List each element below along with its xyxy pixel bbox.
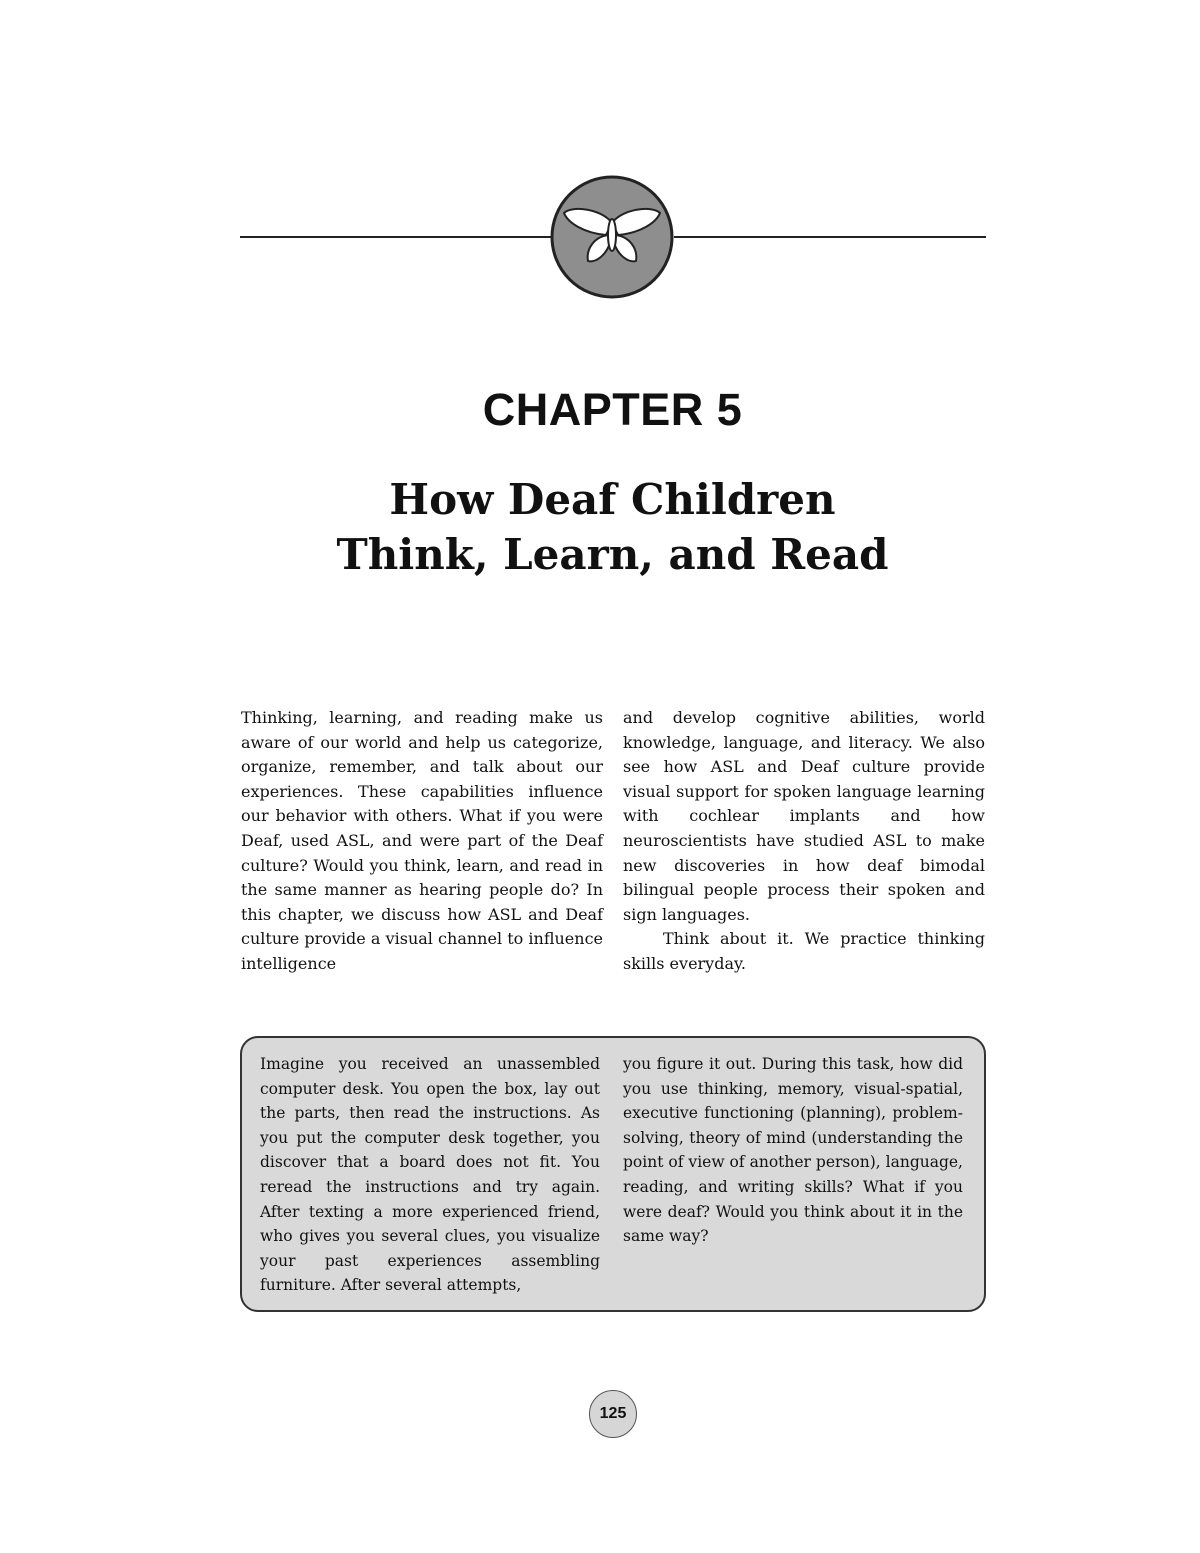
chapter-title-line-1: How Deaf Children <box>389 475 836 524</box>
chapter-title <box>0 472 1200 582</box>
intro-paragraph-1-continued: and develop cognitive abilities, world knowledge, language, and literacy. We also see how ASL and Deaf culture provide visual support for spoken language learning with cochlear implants and how neuroscientists have studied ASL to make new discoveries in how deaf bimodal bilingual people process their spoken and sign languages. <box>623 708 985 924</box>
sidebar-column-left: Imagine you received an unassembled computer desk. You open the box, lay out the parts, then read the instructions. As you put the computer desk together, you discover that a board does not fit. You reread the instructions and try again. After texting a more experienced friend, who gives you several clues, you visualize your past experiences assembling furniture. After several attempts, <box>260 1055 600 1295</box>
intro-column-left <box>241 706 603 977</box>
intro-paragraph-2: Think about it. We practice thinking skills everyday. <box>623 929 985 973</box>
chapter-emblem <box>550 175 674 299</box>
chapter-title-line-2: Think, Learn, and Read <box>336 530 889 579</box>
sidebar-column-right: you figure it out. During this task, how did you use thinking, memory, visual-spatial, executive functioning (planning), problem-solving, theory of mind (understanding the point of view of another person), language, reading, and writing skills? What if you were deaf? Would you think about it in the same way? <box>623 1055 963 1246</box>
page-number: 125 <box>589 1390 637 1438</box>
intro-paragraph-1: Thinking, learning, and reading make us aware of our world and help us categorize, organize, remember, and talk about our experiences. These capabilities influence our behavior with others. What if you were Deaf, used ASL, and were part of the Deaf culture? Would you think, learn, and read in the same manner as hearing people do? In this chapter, we discuss how ASL and Deaf culture provide a visual channel to influence intelligence <box>241 708 603 973</box>
sidebar-box <box>240 1036 986 1312</box>
header-rule-right <box>674 236 986 238</box>
intro-column-right <box>623 706 985 977</box>
chapter-label: CHAPTER 5 <box>482 384 743 435</box>
header-rule-left <box>240 236 552 238</box>
